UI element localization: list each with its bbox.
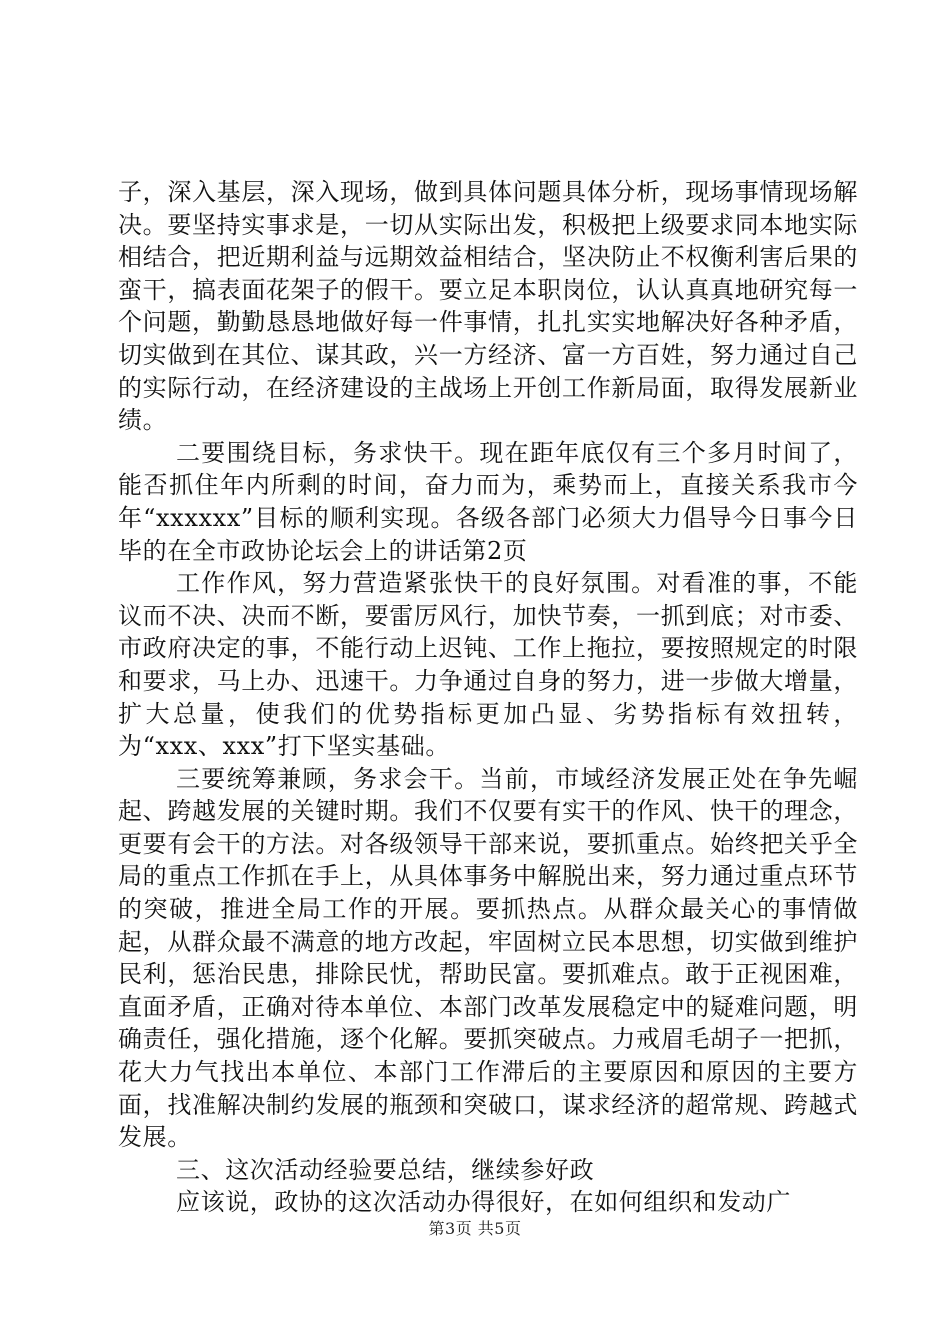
page-footer: 第3页 共5页	[428, 1219, 522, 1238]
paragraph-4: 三要统筹兼顾，务求会干。当前，市域经济发展正处在争先崛起、跨越发展的关键时期。我们不仅要有实干的作风、快干的理念，更要有会干的方法。对各级领导干部来说，要抓重点。始终把关乎全局的重点工作抓在手上，从具体事务中解脱出来，努力通过重点环节的突破，推进全局工作的开展。要抓热点。从群众最关心的事情做起，从群众最不满意的地方改起，牢固树立民本思想，切实做到维护民利，惩治民患，排除民忧，帮助民富。要抓难点。敢于正视困难，直面矛盾，正确对待本单位、本部门改革发展稳定中的疑难问题，明确责任，强化措施，逐个化解。要抓突破点。力戒眉毛胡子一把抓，花大力气找出本单位、本部门工作滞后的主要原因和原因的主要方面，找准解决制约发展的瓶颈和突破口，谋求经济的超常规、跨越式发展。	[118, 764, 858, 1152]
paragraph-3: 工作作风，努力营造紧张快干的良好氛围。对看准的事，不能议而不决、决而不断，要雷厉风行，加快节奏，一抓到底；对市委、市政府决定的事，不能行动上迟钝、工作上拖拉，要按照规定的时限和要求，马上办、迅速干。力争通过自身的努力，进一步做大增量，扩大总量，使我们的优势指标更加凸显、劣势指标有效扭转，为“xxx、xxx”打下坚实基础。	[118, 569, 858, 761]
section-heading: 三、这次活动经验要总结，继续参好政	[176, 1155, 595, 1184]
paragraph-5: 应该说，政协的这次活动办得很好，在如何组织和发动广	[176, 1188, 791, 1217]
paragraph-1: 子，深入基层，深入现场，做到具体问题具体分析，现场事情现场解决。要坚持实事求是，一切从实际出发，积极把上级要求同本地实际相结合，把近期利益与远期效益相结合，坚决防止不权衡利害后果的蛮干，搞表面花架子的假干。要立足本职岗位，认认真真地研究每一个问题，勤勤恳恳地做好每一件事情，扎扎实实地解决好各种矛盾，切实做到在其位、谋其政，兴一方经济、富一方百姓，努力通过自己的实际行动，在经济建设的主战场上开创工作新局面，取得发展新业绩。	[118, 178, 858, 435]
document-body	[118, 176, 858, 1219]
paragraph-2: 二要围绕目标，务求快干。现在距年底仅有三个多月时间了，能否抓住年内所剩的时间，奋力而为，乘势而上，直接关系我市今年“xxxxxx”目标的顺利实现。各级各部门必须大力倡导今日事今日毕的在全市政协论坛会上的讲话第2页	[118, 438, 858, 565]
